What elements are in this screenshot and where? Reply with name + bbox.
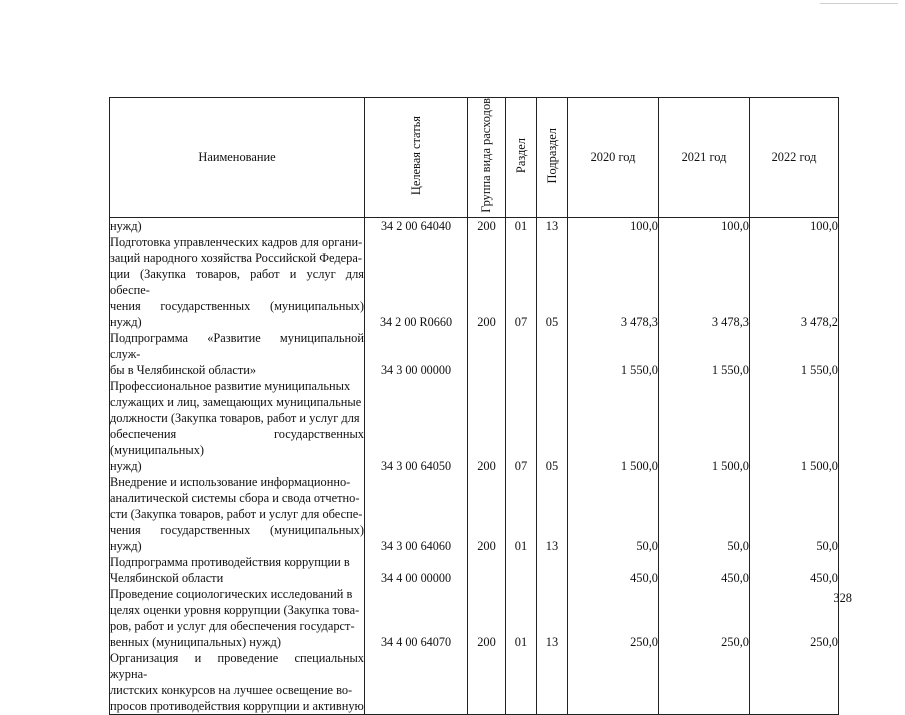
row-name-line: Профессиональное развитие муниципальных <box>110 378 351 393</box>
row-subsection: 13 <box>537 586 568 650</box>
row-name-line: обеспечения государственных (муниципальных) <box>110 426 364 457</box>
row-subsection: 05 <box>537 234 568 330</box>
table-row <box>110 586 839 650</box>
row-expense-group: 200 <box>468 378 506 474</box>
row-amount-2021: 1 550,0 <box>659 330 750 378</box>
row-section: 01 <box>506 474 537 554</box>
row-name-line: Организация и проведение специальных журна- <box>110 650 364 681</box>
row-name-line: венных (муниципальных) нужд) <box>110 634 281 649</box>
row-expense-group: 200 <box>468 474 506 554</box>
row-section: 01 <box>506 217 537 234</box>
row-expense-group: 200 <box>468 234 506 330</box>
row-amount-2022: 1 550,0 <box>750 330 839 378</box>
row-amount-2021: 250,0 <box>659 586 750 650</box>
row-subsection: 13 <box>537 217 568 234</box>
row-name <box>110 234 365 330</box>
row-amount-2021: 3 478,3 <box>659 234 750 330</box>
row-section <box>506 554 537 586</box>
row-name <box>110 650 365 715</box>
row-section <box>506 650 537 715</box>
table-row <box>110 234 839 330</box>
row-target-article: 34 2 00 R0660 <box>365 234 468 330</box>
header-section: Раздел <box>506 98 537 218</box>
page-number: 328 <box>833 591 852 605</box>
row-name-line: ров, работ и услуг для обеспечения государст- <box>110 618 355 633</box>
row-target-article: 34 2 00 64040 <box>365 217 468 234</box>
row-name-line: должности (Закупка товаров, работ и услуг для <box>110 410 360 425</box>
header-year-2022: 2022 год <box>750 98 839 218</box>
row-amount-2022: 3 478,2 <box>750 234 839 330</box>
row-amount-2022: 250,0 <box>750 586 839 650</box>
row-target-article: 34 4 00 64070 <box>365 586 468 650</box>
row-subsection <box>537 554 568 586</box>
row-name <box>110 554 365 586</box>
row-target-article <box>365 650 468 715</box>
row-target-article: 34 3 00 64050 <box>365 378 468 474</box>
table-row <box>110 554 839 586</box>
table-row <box>110 378 839 474</box>
row-name <box>110 474 365 554</box>
table-row <box>110 330 839 378</box>
row-name <box>110 586 365 650</box>
row-name-line: чения государственных (муниципальных) нужд) <box>110 298 364 329</box>
row-amount-2020: 250,0 <box>568 586 659 650</box>
row-target-article: 34 3 00 64060 <box>365 474 468 554</box>
header-target-article: Целевая статья <box>365 98 468 218</box>
row-amount-2020: 1 550,0 <box>568 330 659 378</box>
row-name-line: служащих и лиц, замещающих муниципальные <box>110 394 362 409</box>
row-name-line: Подпрограмма противодействия коррупции в <box>110 554 350 569</box>
row-section: 01 <box>506 586 537 650</box>
row-expense-group: 200 <box>468 217 506 234</box>
row-name <box>110 330 365 378</box>
header-year-2020: 2020 год <box>568 98 659 218</box>
row-section: 07 <box>506 378 537 474</box>
row-name-line: ции (Закупка товаров, работ и услуг для обеспе- <box>110 266 364 297</box>
row-subsection: 13 <box>537 474 568 554</box>
row-name-line: бы в Челябинской области» <box>110 362 257 377</box>
row-amount-2021: 50,0 <box>659 474 750 554</box>
header-name: Наименование <box>110 98 365 218</box>
row-expense-group: 200 <box>468 586 506 650</box>
row-name-line: Проведение социологических исследований в <box>110 586 353 601</box>
table-row <box>110 217 839 234</box>
row-name-line: просов противодействия коррупции и активную <box>110 698 364 713</box>
header-year-2021: 2021 год <box>659 98 750 218</box>
row-amount-2021: 450,0 <box>659 554 750 586</box>
row-amount-2022: 450,0 <box>750 554 839 586</box>
row-expense-group <box>468 330 506 378</box>
header-expense-group: Группа вида расходов <box>468 98 506 218</box>
row-name-line: Внедрение и использование информационно- <box>110 474 351 489</box>
row-amount-2020 <box>568 650 659 715</box>
table-row <box>110 474 839 554</box>
budget-table <box>109 97 839 715</box>
row-amount-2022 <box>750 650 839 715</box>
row-amount-2021 <box>659 650 750 715</box>
row-name-line: нужд) <box>110 218 142 233</box>
row-expense-group <box>468 554 506 586</box>
row-amount-2021: 1 500,0 <box>659 378 750 474</box>
row-expense-group <box>468 650 506 715</box>
row-name-line: Подготовка управленческих кадров для органи- <box>110 234 363 249</box>
row-name-line: нужд) <box>110 458 142 473</box>
row-amount-2021: 100,0 <box>659 217 750 234</box>
row-amount-2020: 50,0 <box>568 474 659 554</box>
row-name-line: заций народного хозяйства Российской Федера- <box>110 250 362 265</box>
row-amount-2022: 50,0 <box>750 474 839 554</box>
row-name-line: Челябинской области <box>110 570 224 585</box>
row-name <box>110 217 365 234</box>
row-subsection: 05 <box>537 378 568 474</box>
row-section <box>506 330 537 378</box>
row-amount-2020: 450,0 <box>568 554 659 586</box>
row-name-line: сти (Закупка товаров, работ и услуг для обеспе- <box>110 506 363 521</box>
row-name <box>110 378 365 474</box>
row-target-article: 34 4 00 00000 <box>365 554 468 586</box>
row-amount-2020: 100,0 <box>568 217 659 234</box>
header-subsection: Подраздел <box>537 98 568 218</box>
row-amount-2020: 3 478,3 <box>568 234 659 330</box>
table-row <box>110 650 839 715</box>
row-name-line: целях оценки уровня коррупции (Закупка това- <box>110 602 360 617</box>
row-amount-2022: 100,0 <box>750 217 839 234</box>
scan-artifact-line <box>820 3 898 4</box>
row-name-line: аналитической системы сбора и свода отчетно- <box>110 490 360 505</box>
row-subsection <box>537 330 568 378</box>
row-section: 07 <box>506 234 537 330</box>
row-amount-2022: 1 500,0 <box>750 378 839 474</box>
row-name-line: Подпрограмма «Развитие муниципальной служ- <box>110 330 364 361</box>
row-subsection <box>537 650 568 715</box>
row-amount-2020: 1 500,0 <box>568 378 659 474</box>
row-name-line: чения государственных (муниципальных) нужд) <box>110 522 364 553</box>
table-header-row <box>110 98 839 218</box>
row-name-line: листских конкурсов на лучшее освещение во- <box>110 682 353 697</box>
row-target-article: 34 3 00 00000 <box>365 330 468 378</box>
